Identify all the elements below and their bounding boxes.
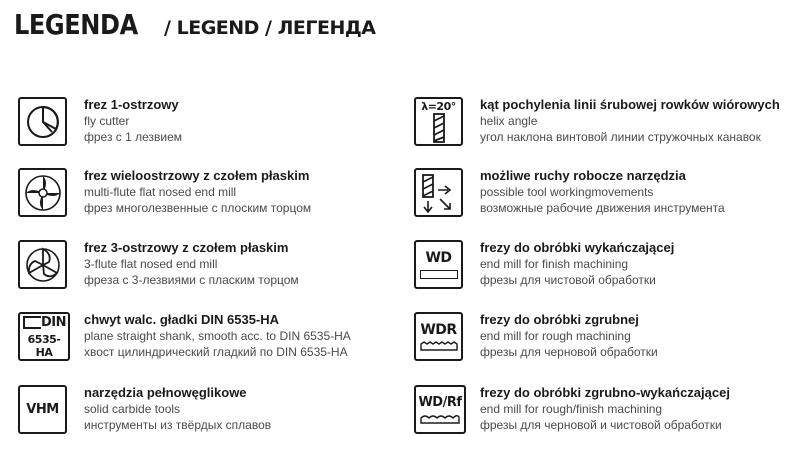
wdr-badge: WDR bbox=[420, 322, 457, 338]
wdrf-icon bbox=[414, 385, 466, 434]
multi-flute-ru: фрез многолезвенные с плоским торцом bbox=[84, 201, 312, 215]
three-flute-ru: фреза с 3-лезвиями с пласким торцом bbox=[84, 273, 299, 287]
entry-wd bbox=[414, 240, 674, 289]
movements-ru: возможные рабочие движения инструмента bbox=[480, 201, 725, 215]
helix-ru: угол наклона винтовой линии стружочных канавок bbox=[480, 130, 761, 144]
three-flute-pl: frez 3-ostrzowy z czołem płaskim bbox=[84, 240, 289, 255]
rough-finish-profile-icon bbox=[420, 414, 460, 424]
vhm-badge: VHM bbox=[26, 402, 59, 417]
wd-badge: WD bbox=[425, 250, 452, 266]
shank-shape-icon bbox=[23, 316, 41, 329]
din-badge-top: DIN bbox=[40, 314, 66, 330]
entry-three-flute bbox=[18, 240, 299, 289]
helix-pl: kąt pochylenia linii śrubowej rowków wiórowych bbox=[480, 97, 780, 112]
din-shank-ru: хвост цилиндрический гладкий по DIN 6535-HA bbox=[84, 345, 348, 359]
rough-profile-icon bbox=[420, 341, 458, 351]
vhm-icon bbox=[18, 385, 67, 434]
entry-vhm bbox=[18, 385, 271, 434]
fly-cutter-en: fly cutter bbox=[84, 114, 130, 128]
din-shank-en: plane straight shank, smooth acc. to DIN 6535-HA bbox=[84, 329, 351, 343]
din-shank-icon bbox=[18, 312, 70, 361]
entry-din-shank bbox=[18, 312, 351, 361]
wdr-pl: frezy do obróbki zgrubnej bbox=[480, 312, 639, 327]
movements-pl: możliwe ruchy robocze narzędzia bbox=[480, 168, 686, 183]
fly-cutter-ru: фрез с 1 лезвием bbox=[84, 130, 183, 144]
entry-fly-cutter bbox=[18, 97, 182, 146]
vhm-en: solid carbide tools bbox=[84, 402, 181, 416]
finish-profile-icon bbox=[420, 270, 458, 279]
wd-ru: фрезы для чистовой обработки bbox=[480, 273, 656, 287]
multi-flute-end-mill-icon bbox=[18, 168, 67, 217]
wdrf-ru: фрезы для черновой и чистовой обработки bbox=[480, 418, 722, 432]
wdr-icon bbox=[414, 312, 463, 361]
helix-en: helix angle bbox=[480, 114, 538, 128]
three-flute-end-mill-icon bbox=[18, 240, 67, 289]
entry-wdrf bbox=[414, 385, 730, 434]
vhm-pl: narzędzia pełnowęglikowe bbox=[84, 385, 247, 400]
legend-title-main: LEGENDA bbox=[14, 8, 138, 41]
legend-title-sub: / LEGEND / ЛЕГЕНДА bbox=[157, 17, 376, 39]
entry-helix-angle bbox=[414, 97, 780, 146]
movements-en: possible tool workingmovements bbox=[480, 185, 654, 199]
wdrf-pl: frezy do obróbki zgrubno-wykańczającej bbox=[480, 385, 730, 400]
entry-movements bbox=[414, 168, 725, 217]
wd-icon bbox=[414, 240, 463, 289]
wdr-ru: фрезы для черновой обработки bbox=[480, 345, 658, 359]
din-shank-pl: chwyt walc. gładki DIN 6535-HA bbox=[84, 312, 280, 327]
entry-wdr bbox=[414, 312, 658, 361]
multi-flute-pl: frez wieloostrzowy z czołem płaskim bbox=[84, 168, 310, 183]
three-flute-en: 3-flute flat nosed end mill bbox=[84, 257, 218, 271]
wdrf-en: end mill for rough/finish machining bbox=[480, 402, 663, 416]
helix-angle-icon bbox=[414, 97, 463, 146]
wdr-en: end mill for rough machining bbox=[480, 329, 631, 343]
din-badge-bottom: 6535-HA bbox=[27, 332, 61, 359]
entry-multi-flute bbox=[18, 168, 311, 217]
fly-cutter-pl: frez 1-ostrzowy bbox=[84, 97, 179, 112]
helix-badge: λ=20° bbox=[421, 100, 456, 113]
tool-movements-icon bbox=[414, 168, 463, 217]
wdrf-badge: WD/Rf bbox=[418, 395, 462, 410]
legend-title bbox=[14, 8, 375, 41]
wd-pl: frezy do obróbki wykańczającej bbox=[480, 240, 675, 255]
multi-flute-en: multi-flute flat nosed end mill bbox=[84, 185, 237, 199]
fly-cutter-icon bbox=[18, 97, 67, 146]
vhm-ru: инструменты из твёрдых сплавов bbox=[84, 418, 272, 432]
wd-en: end mill for finish machining bbox=[480, 257, 629, 271]
